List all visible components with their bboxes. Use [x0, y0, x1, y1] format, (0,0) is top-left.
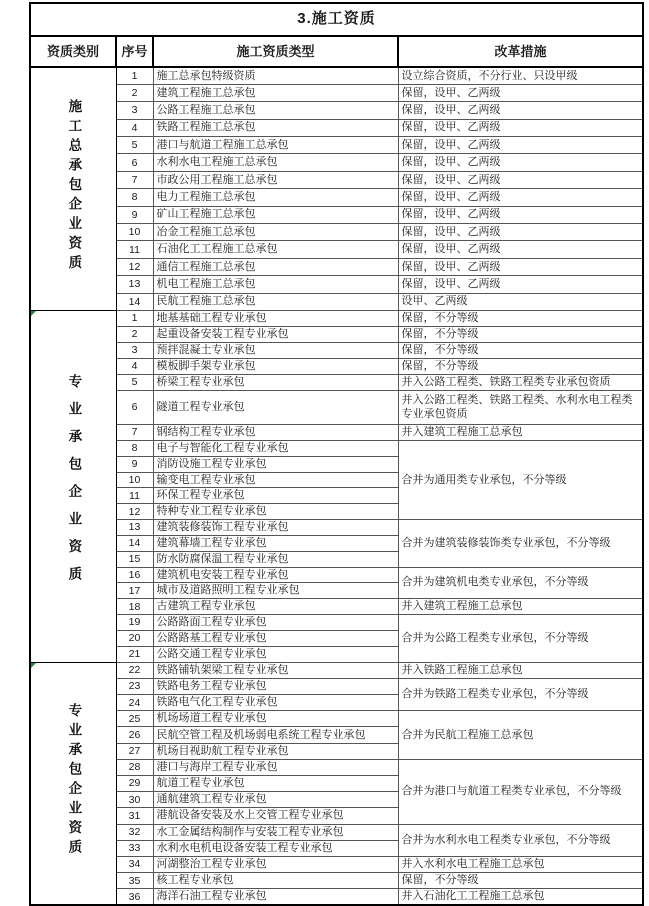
reform-measure-cell: 合并为通用类专业承包，不分等级 [398, 440, 643, 519]
qualification-type-cell: 电力工程施工总承包 [153, 189, 398, 206]
reform-measure-cell: 并入建筑工程施工总承包 [398, 424, 643, 440]
qualification-type-cell: 机电工程施工总承包 [153, 276, 398, 293]
row-number-cell: 3 [116, 342, 153, 358]
row-number-cell: 11 [116, 488, 153, 504]
reform-measure-cell: 合并为公路工程类专业承包，不分等级 [398, 615, 643, 663]
qualification-type-cell: 通航建筑工程专业承包 [153, 792, 398, 808]
table-row [30, 84, 643, 101]
table-row [30, 615, 643, 631]
table-row [30, 824, 643, 840]
reform-measure-cell: 保留，设甲、乙两级 [398, 276, 643, 293]
qualification-type-cell: 电子与智能化工程专业承包 [153, 440, 398, 456]
qualification-type-cell: 施工总承包特级资质 [153, 67, 398, 84]
row-number-cell: 30 [116, 792, 153, 808]
row-number-cell: 7 [116, 424, 153, 440]
table-row [30, 154, 643, 171]
column-header-number: 序号 [116, 36, 153, 67]
table-row [30, 241, 643, 258]
table-row [30, 873, 643, 889]
qualification-type-cell: 民航空管工程及机场弱电系统工程专业承包 [153, 727, 398, 743]
table-row [30, 171, 643, 188]
table-row [30, 206, 643, 223]
reform-measure-cell: 并入建筑工程施工总承包 [398, 599, 643, 615]
qualification-type-cell: 民航工程施工总承包 [153, 293, 398, 310]
table-row [30, 119, 643, 136]
reform-measure-cell: 保留，设甲、乙两级 [398, 189, 643, 206]
row-number-cell: 6 [116, 390, 153, 424]
reform-measure-cell: 保留，设甲、乙两级 [398, 224, 643, 241]
qualification-type-cell: 机场场道工程专业承包 [153, 711, 398, 727]
row-number-cell: 28 [116, 759, 153, 775]
row-number-cell: 2 [116, 84, 153, 101]
reform-measure-cell: 保留，不分等级 [398, 342, 643, 358]
row-number-cell: 8 [116, 189, 153, 206]
table-row [30, 224, 643, 241]
reform-measure-cell: 并入铁路工程施工总承包 [398, 662, 643, 678]
row-number-cell: 10 [116, 472, 153, 488]
qualification-type-cell: 水工金属结构制作与安装工程专业承包 [153, 824, 398, 840]
row-number-cell: 5 [116, 137, 153, 154]
reform-measure-cell: 保留，设甲、乙两级 [398, 206, 643, 223]
reform-measure-cell: 并入石油化工工程施工总承包 [398, 889, 643, 905]
row-number-cell: 12 [116, 258, 153, 275]
cell-corner-marker [31, 311, 36, 316]
qualification-type-cell: 特种专业工程专业承包 [153, 504, 398, 520]
row-number-cell: 2 [116, 326, 153, 342]
reform-measure-cell: 合并为港口与航道工程类专业承包，不分等级 [398, 759, 643, 824]
row-number-cell: 11 [116, 241, 153, 258]
qualification-type-cell: 隧道工程专业承包 [153, 390, 398, 424]
qualification-type-cell: 石油化工工程施工总承包 [153, 241, 398, 258]
qualification-type-cell: 港口与海岸工程专业承包 [153, 759, 398, 775]
reform-measure-cell: 保留，设甲、乙两级 [398, 154, 643, 171]
row-number-cell: 35 [116, 873, 153, 889]
qualification-type-cell: 公路工程施工总承包 [153, 102, 398, 119]
row-number-cell: 36 [116, 889, 153, 905]
row-number-cell: 31 [116, 808, 153, 824]
qualification-type-cell: 航道工程专业承包 [153, 775, 398, 791]
qualification-type-cell: 古建筑工程专业承包 [153, 599, 398, 615]
row-number-cell: 26 [116, 727, 153, 743]
row-number-cell: 22 [116, 662, 153, 678]
qualification-type-cell: 消防设施工程专业承包 [153, 456, 398, 472]
qual-table-body [30, 3, 643, 905]
row-number-cell: 1 [116, 67, 153, 84]
qualification-type-cell: 建筑工程施工总承包 [153, 84, 398, 101]
qualification-type-cell: 防水防腐保温工程专业承包 [153, 551, 398, 567]
row-number-cell: 12 [116, 504, 153, 520]
row-number-cell: 13 [116, 276, 153, 293]
cell-corner-marker [31, 663, 36, 668]
row-number-cell: 16 [116, 567, 153, 583]
row-number-cell: 14 [116, 535, 153, 551]
qualification-type-cell: 通信工程施工总承包 [153, 258, 398, 275]
qualification-type-cell: 水利水电工程施工总承包 [153, 154, 398, 171]
table-row [30, 662, 643, 678]
row-number-cell: 20 [116, 630, 153, 646]
row-number-cell: 1 [116, 310, 153, 326]
row-number-cell: 23 [116, 678, 153, 694]
table-row [30, 326, 643, 342]
qualification-type-cell: 起重设备安装工程专业承包 [153, 326, 398, 342]
qualification-type-cell: 海洋石油工程专业承包 [153, 889, 398, 905]
qualification-type-cell: 市政公用工程施工总承包 [153, 171, 398, 188]
table-row [30, 440, 643, 456]
table-row [30, 358, 643, 374]
qualification-type-cell: 建筑幕墙工程专业承包 [153, 535, 398, 551]
row-number-cell: 15 [116, 551, 153, 567]
category-cell [30, 67, 116, 310]
qualification-type-cell: 港航设备安装及水上交管工程专业承包 [153, 808, 398, 824]
reform-measure-cell: 合并为建筑机电类专业承包，不分等级 [398, 567, 643, 599]
table-row [30, 67, 643, 84]
reform-measure-cell: 并入水利水电工程施工总承包 [398, 856, 643, 872]
column-header-type: 施工资质类型 [153, 36, 398, 67]
reform-measure-cell: 并入公路工程类、铁路工程类、水利水电工程类专业承包资质 [398, 390, 643, 424]
qualification-type-cell: 环保工程专业承包 [153, 488, 398, 504]
table-row [30, 276, 643, 293]
row-number-cell: 24 [116, 695, 153, 711]
reform-measure-cell: 设立综合资质，不分行业、只设甲级 [398, 67, 643, 84]
reform-measure-cell: 保留，不分等级 [398, 873, 643, 889]
category-label: 专业承包企业资质 [66, 702, 82, 859]
construction-qualification-table [29, 2, 644, 906]
table-row [30, 310, 643, 326]
qualification-type-cell: 预拌混凝土专业承包 [153, 342, 398, 358]
row-number-cell: 18 [116, 599, 153, 615]
table-row [30, 137, 643, 154]
row-number-cell: 25 [116, 711, 153, 727]
qualification-type-cell: 矿山工程施工总承包 [153, 206, 398, 223]
qualification-type-cell: 水利水电机电设备安装工程专业承包 [153, 840, 398, 856]
table-row [30, 856, 643, 872]
category-cell [30, 662, 116, 905]
row-number-cell: 4 [116, 119, 153, 136]
header-row [30, 36, 643, 67]
qualification-type-cell: 公路路面工程专业承包 [153, 615, 398, 631]
reform-measure-cell: 保留，不分等级 [398, 326, 643, 342]
table-row [30, 189, 643, 206]
row-number-cell: 5 [116, 374, 153, 390]
row-number-cell: 21 [116, 646, 153, 662]
qualification-type-cell: 城市及道路照明工程专业承包 [153, 583, 398, 599]
row-number-cell: 34 [116, 856, 153, 872]
reform-measure-cell: 保留，设甲、乙两级 [398, 84, 643, 101]
row-number-cell: 9 [116, 456, 153, 472]
table-row [30, 889, 643, 905]
column-header-reform: 改革措施 [398, 36, 643, 67]
column-header-category: 资质类别 [30, 36, 116, 67]
row-number-cell: 10 [116, 224, 153, 241]
reform-measure-cell: 保留，设甲、乙两级 [398, 171, 643, 188]
qualification-type-cell: 机场目视助航工程专业承包 [153, 743, 398, 759]
reform-measure-cell: 保留，设甲、乙两级 [398, 137, 643, 154]
row-number-cell: 14 [116, 293, 153, 310]
reform-measure-cell: 设甲、乙两级 [398, 293, 643, 310]
qualification-type-cell: 建筑机电安装工程专业承包 [153, 567, 398, 583]
table-row [30, 102, 643, 119]
table-row [30, 293, 643, 310]
reform-measure-cell: 合并为建筑装修装饰类专业承包，不分等级 [398, 520, 643, 568]
category-label: 施工总承包企业资质 [66, 98, 82, 275]
row-number-cell: 8 [116, 440, 153, 456]
table-row [30, 258, 643, 275]
qualification-type-cell: 铁路电务工程专业承包 [153, 678, 398, 694]
row-number-cell: 17 [116, 583, 153, 599]
reform-measure-cell: 合并为民航工程施工总承包 [398, 711, 643, 760]
qualification-type-cell: 港口与航道工程施工总承包 [153, 137, 398, 154]
row-number-cell: 33 [116, 840, 153, 856]
table-row [30, 567, 643, 583]
table-row [30, 342, 643, 358]
reform-measure-cell: 保留，不分等级 [398, 358, 643, 374]
table-row [30, 711, 643, 727]
row-number-cell: 19 [116, 615, 153, 631]
reform-measure-cell: 保留，不分等级 [398, 310, 643, 326]
table-row [30, 678, 643, 694]
reform-measure-cell: 保留，设甲、乙两级 [398, 241, 643, 258]
qualification-type-cell: 模板脚手架专业承包 [153, 358, 398, 374]
row-number-cell: 3 [116, 102, 153, 119]
row-number-cell: 29 [116, 775, 153, 791]
qualification-type-cell: 桥梁工程专业承包 [153, 374, 398, 390]
row-number-cell: 6 [116, 154, 153, 171]
reform-measure-cell: 并入公路工程类、铁路工程类专业承包资质 [398, 374, 643, 390]
category-label: 专业承包企业资质 [66, 373, 82, 594]
table-row [30, 374, 643, 390]
reform-measure-cell: 合并为水利水电工程类专业承包，不分等级 [398, 824, 643, 856]
qualification-type-cell: 钢结构工程专业承包 [153, 424, 398, 440]
reform-measure-cell: 合并为铁路工程类专业承包，不分等级 [398, 678, 643, 710]
category-cell [30, 310, 116, 662]
table-row [30, 390, 643, 424]
reform-measure-cell: 保留，设甲、乙两级 [398, 102, 643, 119]
qualification-type-cell: 铁路铺轨架梁工程专业承包 [153, 662, 398, 678]
qualification-type-cell: 冶金工程施工总承包 [153, 224, 398, 241]
row-number-cell: 13 [116, 520, 153, 536]
qualification-type-cell: 地基基础工程专业承包 [153, 310, 398, 326]
title-row [30, 3, 643, 36]
qualification-type-cell: 铁路工程施工总承包 [153, 119, 398, 136]
qualification-type-cell: 铁路电气化工程专业承包 [153, 695, 398, 711]
table-row [30, 759, 643, 775]
qualification-type-cell: 公路交通工程专业承包 [153, 646, 398, 662]
row-number-cell: 7 [116, 171, 153, 188]
reform-measure-cell: 保留，设甲、乙两级 [398, 258, 643, 275]
table-row [30, 599, 643, 615]
row-number-cell: 32 [116, 824, 153, 840]
qualification-type-cell: 公路路基工程专业承包 [153, 630, 398, 646]
table-title: 3.施工资质 [30, 3, 643, 36]
qualification-type-cell: 河湖整治工程专业承包 [153, 856, 398, 872]
table-row [30, 424, 643, 440]
qualification-type-cell: 输变电工程专业承包 [153, 472, 398, 488]
table-row [30, 520, 643, 536]
row-number-cell: 27 [116, 743, 153, 759]
row-number-cell: 9 [116, 206, 153, 223]
reform-measure-cell: 保留，设甲、乙两级 [398, 119, 643, 136]
qualification-type-cell: 核工程专业承包 [153, 873, 398, 889]
row-number-cell: 4 [116, 358, 153, 374]
qualification-type-cell: 建筑装修装饰工程专业承包 [153, 520, 398, 536]
